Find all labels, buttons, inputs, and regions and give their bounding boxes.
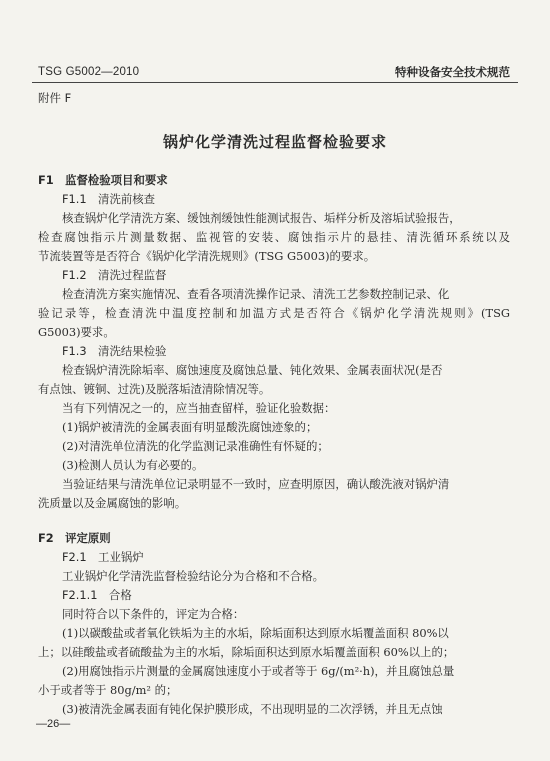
body-line: 有点蚀、镀铜、过洗)及脱落垢渣清除情况等。 <box>38 382 271 396</box>
subsection-heading-f1-1: F1.1 清洗前核查 <box>62 192 156 206</box>
body-line: 当有下列情况之一的，应当抽查留样，验证化验数据： <box>62 401 336 415</box>
body-line: 检查锅炉清洗除垢率、腐蚀速度及腐蚀总量、钝化效果、金属表面状况(是否 <box>62 363 443 377</box>
body-line: 节流装置等是否符合《锅炉化学清洗规则》(TSG G5003)的要求。 <box>38 249 376 263</box>
list-item: (3)检测人员认为有必要的。 <box>62 458 204 472</box>
page-title: 锅炉化学清洗过程监督检验要求 <box>162 133 387 151</box>
subsection-heading-f2-1-1: F2.1.1 合格 <box>62 588 132 602</box>
body-line: 当验证结果与清洗单位记录明显不一致时，应查明原因，确认酸洗液对锅炉清 <box>62 477 450 491</box>
list-item: (3)被清洗金属表面有钝化保护膜形成，不出现明显的二次浮锈，并且无点蚀 <box>62 702 443 716</box>
body-line: G5003)要求。 <box>38 325 115 339</box>
section-heading-f1: F1 监督检验项目和要求 <box>38 173 168 187</box>
body-line: 上；以硅酸盐或者硫酸盐为主的水垢，除垢面积达到原水垢覆盖面积 60%以上的； <box>38 645 455 659</box>
header-rule <box>32 82 518 83</box>
subsection-heading-f1-2: F1.2 清洗过程监督 <box>62 268 167 282</box>
page-number: —26— <box>36 718 71 730</box>
header-standard-code: TSG G5002—2010 <box>38 66 140 78</box>
body-line: 工业锅炉化学清洗监督检验结论分为合格和不合格。 <box>62 569 324 583</box>
body-line: 检查腐蚀指示片测量数据、监视管的安装、腐蚀指示片的悬挂、清洗循环系统以及 <box>38 230 510 244</box>
list-item: (1)锅炉被清洗的金属表面有明显酸洗腐蚀迹象的； <box>62 420 318 434</box>
appendix-label: 附件 F <box>38 91 72 105</box>
body-line: 核查锅炉化学清洗方案、缓蚀剂缓蚀性能测试报告、垢样分析及溶垢试验报告， <box>62 211 461 225</box>
list-item: (2)对清洗单位清洗的化学监测记录准确性有怀疑的； <box>62 439 329 453</box>
subsection-heading-f1-3: F1.3 清洗结果检验 <box>62 344 167 358</box>
list-item: (2)用腐蚀指示片测量的金属腐蚀速度小于或者等于 6g/(m²·h)，并且腐蚀总量 <box>62 664 455 678</box>
body-line: 检查清洗方案实施情况、查看各项清洗操作记录、清洗工艺参数控制记录、化 <box>62 287 450 301</box>
body-line: 同时符合以下条件的，评定为合格： <box>62 607 245 621</box>
body-line: 洗质量以及金属腐蚀的影响。 <box>38 496 187 510</box>
section-heading-f2: F2 评定原则 <box>38 531 111 545</box>
list-item: (1)以碳酸盐或者氧化铁垢为主的水垢，除垢面积达到原水垢覆盖面积 80%以 <box>62 626 449 640</box>
body-line: 小于或者等于 80g/m² 的； <box>38 683 178 697</box>
subsection-heading-f2-1: F2.1 工业锅炉 <box>62 550 144 564</box>
body-line: 验记录等，检查清洗中温度控制和加温方式是否符合《锅炉化学清洗规则》(TSG <box>38 306 510 320</box>
header-series-title: 特种设备安全技术规范 <box>395 65 510 79</box>
